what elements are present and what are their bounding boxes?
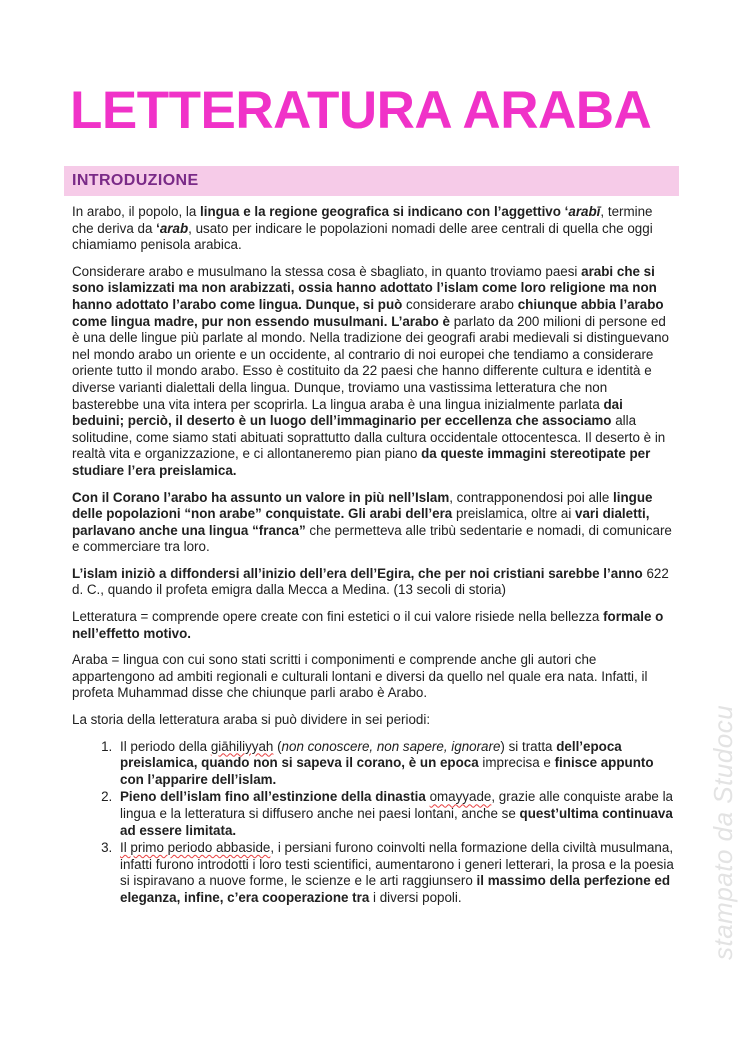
text-run: arabi che si sono islamizzati ma non arabizzati, ossia hanno adottato l’islam come loro religione ma non hanno adottato l’arabo come lingua. Dunque, si può — [72, 263, 657, 312]
text-run: dai beduini; perciò, il deserto è un luogo dell’immaginario per eccellenza che associamo — [72, 396, 623, 429]
periods-list — [72, 739, 674, 907]
text-run: In arabo, il popolo, la — [72, 204, 201, 219]
text-run: preislamica, oltre ai — [452, 506, 576, 522]
text-run: lingue delle popolazioni “non arabe” conquistate. Gli arabi dell’era — [72, 489, 653, 522]
text-run: parlato da 200 milioni di persone ed è una delle lingue più parlate al mondo. Nella tradizione dei geografi arabi medievali si distinguevano nel mondo arabo un oriente e un occidente, al contrario di noi europei che tendiamo a considerare oriente tutto il mondo arabo. Esso è costituito da 22 paesi che hanno differente cultura e identità e diverse varianti dialettali della lingua. Dunque, troviamo una vastissima letteratura che non basterebbe una vita intera per scoprirla. La lingua araba è una lingua inizialmente parlata — [72, 313, 670, 412]
text-run: i diversi popoli. — [369, 889, 462, 905]
text-run: Pieno dell’islam fino all’estinzione della dinastia — [120, 789, 430, 805]
text-run: ‘ — [156, 220, 160, 236]
text-run: , grazie alle conquiste arabe la lingua e la letteratura si diffusero anche nei paesi lontani, anche se — [120, 789, 673, 821]
text-run: L’islam iniziò a diffondersi all’inizio dell’era dell’Egira, che per noi cristiani sarebbe l’anno — [72, 565, 643, 581]
text-run: , i persiani furono coinvolti nella formazione della civiltà musulmana, infatti furono introdotti i loro testi scientifici, aumentarono i generi letterari, la prosa e la poesia si ispiravano a nuove forme, le scienze e le arti raggiunsero — [120, 840, 674, 889]
text-run: giāhiliyyah — [210, 738, 274, 754]
text-run: La storia della letteratura araba si può dividere in sei periodi: — [72, 712, 431, 728]
section-header — [64, 166, 679, 196]
text-run: da queste immagini stereotipate per studiare l’era preislamica. — [72, 446, 651, 478]
text-run: ‘ — [564, 204, 569, 219]
paragraph — [72, 566, 674, 599]
text-run: non conoscere, non sapere, ignorare — [281, 738, 501, 754]
paragraph — [72, 712, 674, 729]
text-run: arabī — [568, 204, 601, 219]
period-item — [116, 789, 674, 839]
text-run: che permetteva alle tribù sedentarie e nomadi, di comunicare e commerciare tra loro. — [72, 522, 672, 555]
text-run: considerare arabo — [402, 296, 518, 312]
body-text — [72, 204, 674, 908]
paragraphs — [72, 204, 674, 729]
text-run: , termine che deriva da — [72, 204, 653, 236]
text-run: 622 d. C., quando il profeta emigra dalla Mecca a Medina. (13 secoli di storia) — [72, 565, 669, 598]
watermark: stampato da Studocu — [708, 704, 738, 960]
text-run: Il primo periodo abbaside — [120, 840, 271, 856]
period-item — [116, 840, 674, 906]
text-run: alla solitudine, come siamo stati abituati soprattutto dalla cultura occidentale ottocentesca. Il deserto è in realtà vita e organizzazione, e ci allontaneremo pian piano — [72, 413, 666, 462]
text-run: chiunque abbia l’arabo come lingua madre, pur non essendo musulmani. L’arabo è — [72, 296, 664, 329]
text-run: arab — [159, 220, 189, 236]
paragraph — [72, 264, 674, 480]
text-run: Araba = lingua con cui sono stati scritti i componimenti e comprende anche gli autori che appartengono ad ambiti regionali e culturali lontani e diversi da quello nel quale era nata. Infatti, il profeta Muhammad disse che chiunque parli arabo è Arabo. — [72, 652, 648, 701]
period-item — [116, 739, 674, 789]
paragraph — [72, 652, 674, 702]
text-run: formale o nell’effetto motivo. — [72, 609, 664, 641]
text-run: Considerare arabo e musulmano la stessa cosa è sbagliato, in quanto troviamo paesi — [72, 263, 582, 279]
text-run: , usato per indicare le popolazioni nomadi delle aree centrali di quella che oggi chiamiamo penisola arabica. — [72, 220, 653, 253]
text-run: imprecisa e — [478, 755, 555, 771]
text-run: lingua e la regione geografica si indicano con l’aggettivo — [200, 204, 565, 219]
text-run: finisce appunto con l’apparire dell’islam. — [120, 755, 654, 787]
text-run: Con il Corano l’arabo ha assunto un valore in più nell’Islam — [72, 489, 450, 505]
text-run: , contrapponendosi poi alle — [449, 489, 614, 505]
text-run: Letteratura = comprende opere create con fini estetici o il cui valore risiede nella bellezza — [72, 609, 604, 625]
document-title: LETTERATURA ARABA — [70, 81, 652, 140]
text-run: il massimo della perfezione ed eleganza, infine, c’era cooperazione tra — [120, 873, 671, 905]
text-run: Il periodo della — [120, 738, 211, 754]
text-run: dell’epoca preislamica, quando non si sapeva il corano, è un epoca — [120, 738, 622, 771]
section-title: INTRODUZIONE — [72, 172, 199, 189]
text-run: vari dialetti, parlavano anche una lingua “franca” — [72, 506, 650, 538]
text-run: ) si tratta — [500, 738, 557, 754]
text-run: omayyade — [429, 789, 492, 805]
paragraph — [72, 204, 674, 254]
text-run: ( — [273, 738, 282, 754]
paragraph — [72, 490, 674, 556]
paragraph — [72, 609, 674, 642]
text-run: quest’ultima continuava ad essere limitata. — [120, 806, 673, 838]
